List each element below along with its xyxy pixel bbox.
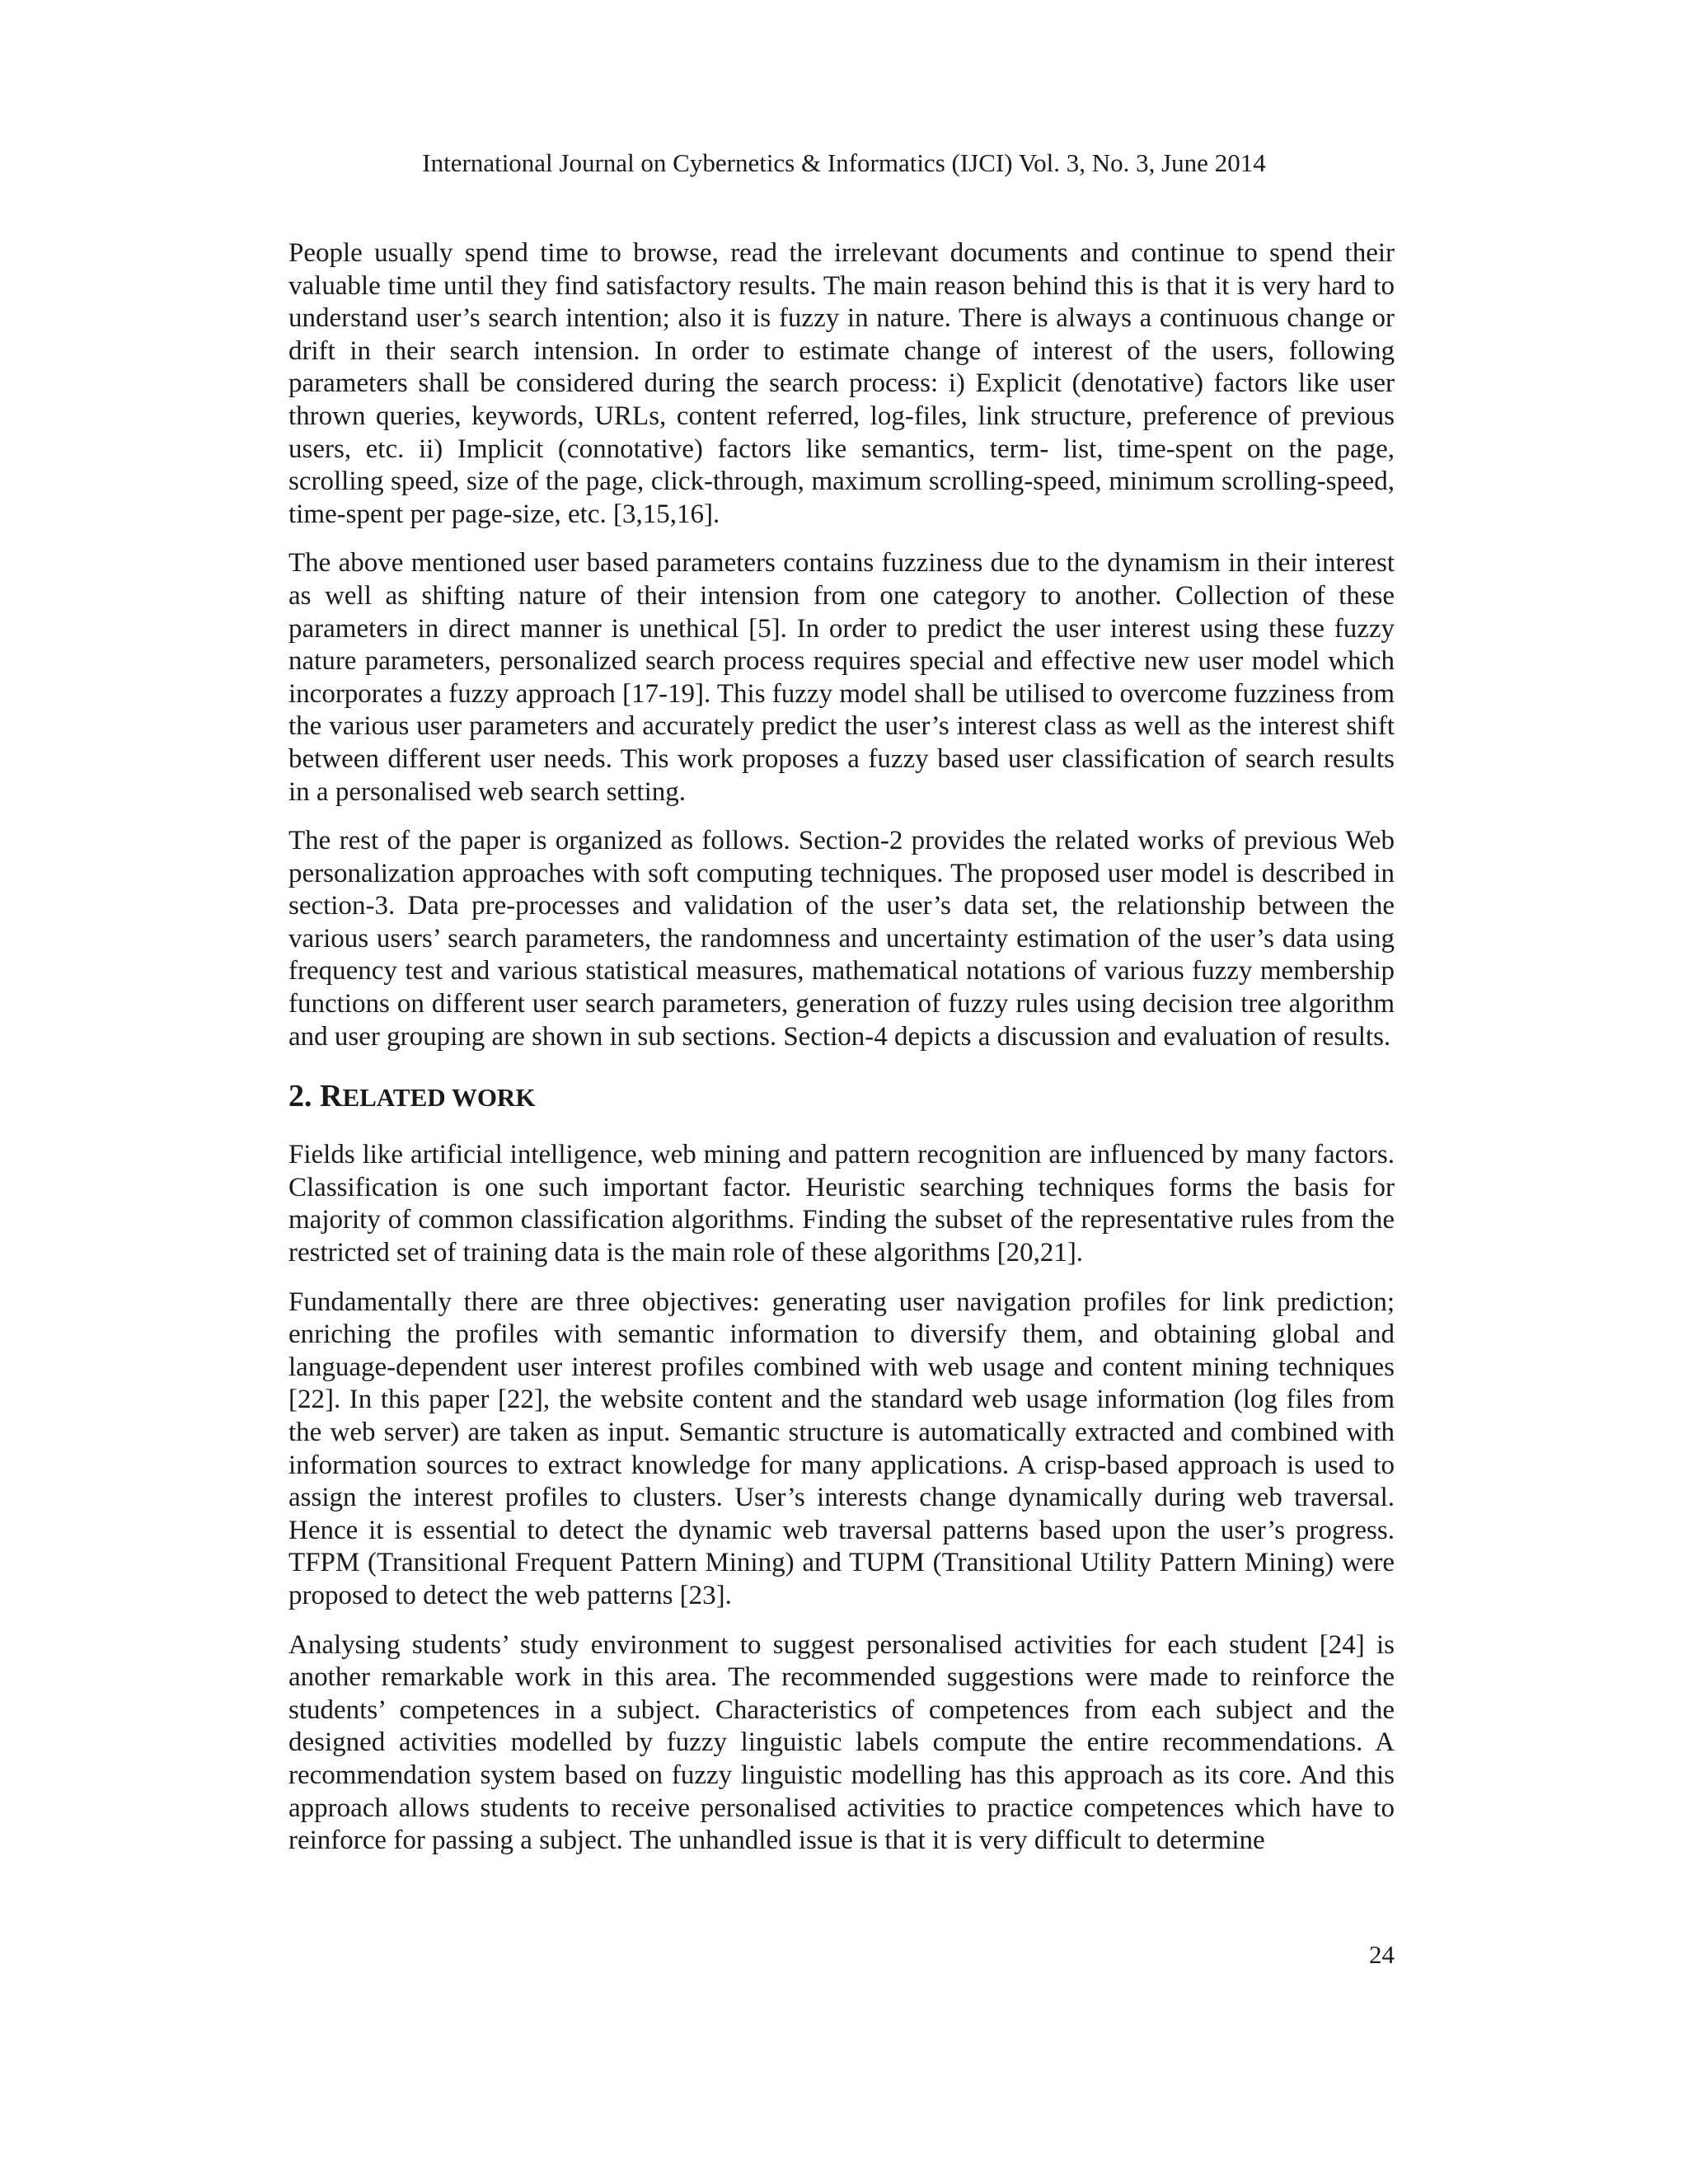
running-header: International Journal on Cybernetics & Informatics (IJCI) Vol. 3, No. 3, June 2014 [422, 148, 1266, 177]
section-title-rest: ELATED WORK [342, 1083, 536, 1113]
related-work-paragraph-2: Fundamentally there are three objectives: generating user navigation profiles for link prediction; enriching the profiles with semantic information to diversify them, and obtaining global and language-dependent user interest profiles combined with web usage and content mining techniques [22]. In this paper [22], the website content and the standard web usage information (log files from the web server) are taken as input. Semantic structure is automatically extracted and combined with information sources to extract knowledge for many applications. A crisp-based approach is used to assign the interest profiles to clusters. User’s interests change dynamically during web traversal. Hence it is essential to detect the dynamic web traversal patterns based upon the user’s progress. TFPM (Transitional Frequent Pattern Mining) and TUPM (Transitional Utility Pattern Mining) were proposed to detect the web patterns [23]. [288, 1286, 1395, 1610]
related-work-paragraph-3: Analysing students’ study environment to suggest personalised activities for each student [24] is another remarkable work in this area. The recommended suggestions were made to reinforce the students’ competences in a subject. Characteristics of competences from each subject and the designed activities modelled by fuzzy linguistic labels compute the entire recommendations. A recommendation system based on fuzzy linguistic modelling has this approach as its core. And this approach allows students to receive personalised activities to practice competences which have to reinforce for passing a subject. The unhandled issue is that it is very difficult to determine [288, 1629, 1395, 1856]
page-body [288, 237, 1395, 1874]
section-number: 2. [288, 1079, 320, 1114]
section-heading-related-work [288, 1078, 1395, 1116]
intro-paragraph-2: The above mentioned user based parameters contains fuzziness due to the dynamism in their interest as well as shifting nature of their intension from one category to another. Collection of these parameters in direct manner is unethical [5]. In order to predict the user interest using these fuzzy nature parameters, personalized search process requires special and effective new user model which incorporates a fuzzy approach [17-19]. This fuzzy model shall be utilised to overcome fuzziness from the various user parameters and accurately predict the user’s interest class as well as the interest shift between different user needs. This work proposes a fuzzy based user classification of search results in a personalised web search setting. [288, 548, 1395, 807]
page-number: 24 [1369, 1940, 1395, 1969]
related-work-paragraph-1: Fields like artificial intelligence, web mining and pattern recognition are influenced by many factors. Classification is one such important factor. Heuristic searching techniques forms the basis for majority of common classification algorithms. Finding the subset of the representative rules from the restricted set of training data is the main role of these algorithms [20,21]. [288, 1140, 1395, 1268]
section-title-initial: R [320, 1079, 343, 1114]
intro-paragraph-3: The rest of the paper is organized as follows. Section-2 provides the related works of previous Web personalization approaches with soft computing techniques. The proposed user model is described in section-3. Data pre-processes and validation of the user’s data set, the relationship between the various users’ search parameters, the randomness and uncertainty estimation of the user’s data using frequency test and various statistical measures, mathematical notations of various fuzzy membership functions on different user search parameters, generation of fuzzy rules using decision tree algorithm and user grouping are shown in sub sections. Section-4 depicts a discussion and evaluation of results. [288, 826, 1395, 1052]
intro-paragraph-1: People usually spend time to browse, read the irrelevant documents and continue to spend their valuable time until they find satisfactory results. The main reason behind this is that it is very hard to understand user’s search intention; also it is fuzzy in nature. There is always a continuous change or drift in their search intension. In order to estimate change of interest of the users, following parameters shall be considered during the search process: i) Explicit (denotative) factors like user thrown queries, keywords, URLs, content referred, log-files, link structure, preference of previous users, etc. ii) Implicit (connotative) factors like semantics, term- list, time-spent on the page, scrolling speed, size of the page, click-through, maximum scrolling-speed, minimum scrolling-speed, time-spent per page-size, etc. [3,15,16]. [288, 238, 1395, 529]
